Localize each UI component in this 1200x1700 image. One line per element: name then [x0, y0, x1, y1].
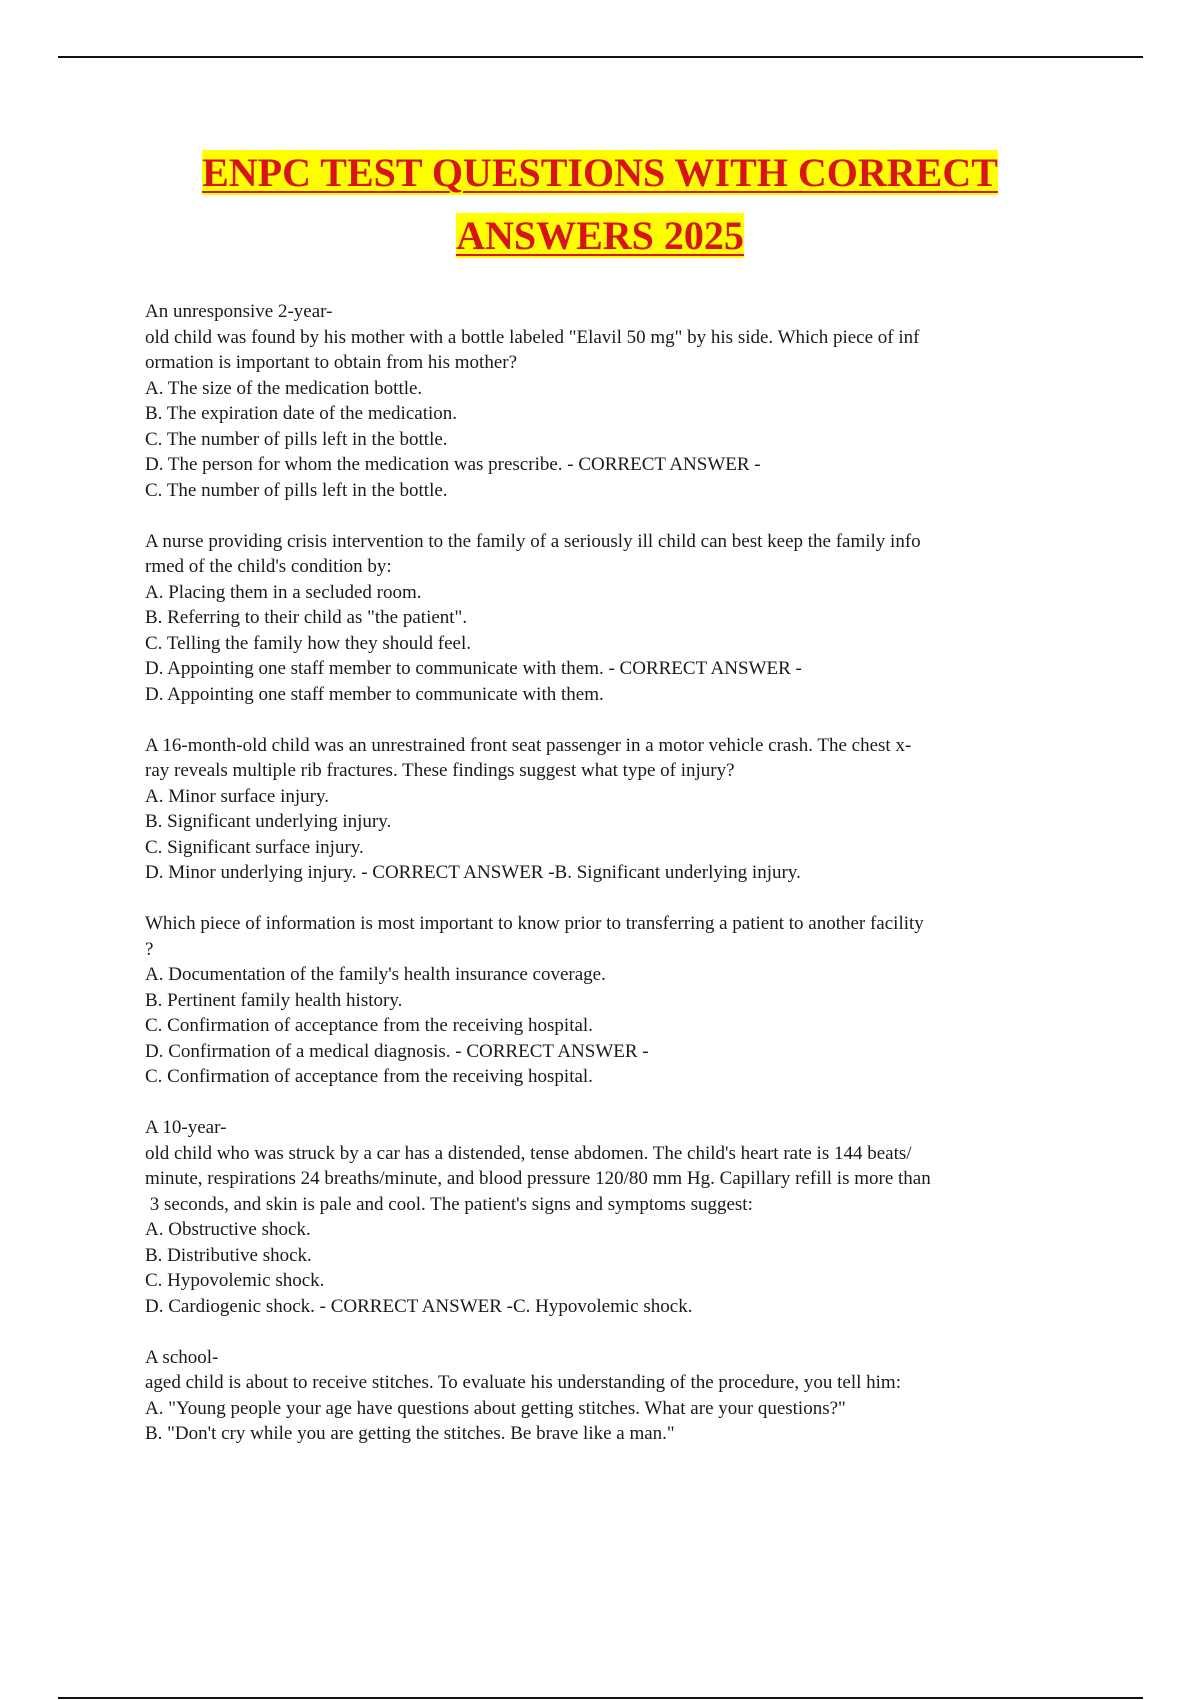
question-line: A nurse providing crisis intervention to the family of a seriously ill child can best keep the family info: [145, 530, 921, 552]
option-line: B. Pertinent family health history.: [145, 989, 403, 1011]
option-line: D. Appointing one staff member to communicate with them. - CORRECT ANSWER -: [145, 658, 802, 679]
option-line: B. Referring to their child as "the patient".: [145, 607, 468, 628]
bottom-rule: [58, 1697, 1143, 1699]
question-block: [145, 733, 1090, 886]
option-line: B. "Don't cry while you are getting the stitches. Be brave like a man.": [145, 1423, 675, 1444]
option-line: C. Confirmation of acceptance from the receiving hospital.: [145, 1015, 593, 1036]
question-line: Which piece of information is most important to know prior to transferring a patient to another facility: [145, 913, 924, 934]
top-rule: [58, 56, 1143, 58]
question-line: A 16-month-old child was an unrestrained front seat passenger in a motor vehicle crash. The chest x-: [145, 734, 912, 756]
question-block: [145, 529, 1090, 708]
option-line: C. Hypovolemic shock.: [145, 1270, 325, 1291]
question-line: ray reveals multiple rib fractures. These findings suggest what type of injury?: [145, 760, 735, 781]
question-line: A 10-year-: [145, 1117, 227, 1138]
answer-line: D. Cardiogenic shock. - CORRECT ANSWER -C. Hypovolemic shock.: [145, 1295, 693, 1317]
title-line: ANSWERS 2025: [456, 213, 744, 258]
answer-line: C. The number of pills left in the bottle.: [145, 479, 448, 501]
option-line: A. "Young people your age have questions about getting stitches. What are your questions?": [145, 1397, 846, 1419]
option-line: A. Documentation of the family's health insurance coverage.: [145, 964, 606, 985]
option-line: B. Distributive shock.: [145, 1244, 312, 1266]
answer-line: D. Appointing one staff member to communicate with them.: [145, 683, 604, 705]
question-line: An unresponsive 2-year-: [145, 301, 333, 322]
question-block: [145, 911, 1090, 1090]
option-line: C. Telling the family how they should feel.: [145, 632, 472, 654]
question-line: minute, respirations 24 breaths/minute, and blood pressure 120/80 mm Hg. Capillary refill is more than: [145, 1168, 931, 1189]
question-block: [145, 299, 1090, 503]
question-line: ormation is important to obtain from his mother?: [145, 352, 518, 373]
document-title: [0, 146, 1200, 272]
option-line: A. The size of the medication bottle.: [145, 377, 423, 399]
answer-line: C. Confirmation of acceptance from the receiving hospital.: [145, 1066, 593, 1087]
question-line: old child was found by his mother with a bottle labeled "Elavil 50 mg" by his side. Which piece of inf: [145, 326, 920, 348]
title-line: ENPC TEST QUESTIONS WITH CORRECT: [202, 150, 998, 195]
option-line: D. The person for whom the medication was prescribe. - CORRECT ANSWER -: [145, 454, 761, 475]
question-line: A school-: [145, 1346, 219, 1368]
question-line: aged child is about to receive stitches. To evaluate his understanding of the procedure, you tell him:: [145, 1372, 901, 1393]
option-line: B. Significant underlying injury.: [145, 811, 392, 832]
question-block: [145, 1345, 1090, 1447]
option-line: A. Placing them in a secluded room.: [145, 581, 422, 603]
option-line: A. Minor surface injury.: [145, 785, 329, 807]
question-line: ?: [145, 938, 154, 960]
question-block: [145, 1115, 1090, 1319]
option-line: C. Significant surface injury.: [145, 836, 364, 858]
option-line: B. The expiration date of the medication.: [145, 403, 457, 424]
option-line: A. Obstructive shock.: [145, 1219, 311, 1240]
question-line: rmed of the child's condition by:: [145, 556, 392, 577]
option-line: D. Confirmation of a medical diagnosis. - CORRECT ANSWER -: [145, 1040, 649, 1062]
question-list: [145, 299, 1090, 1472]
question-line: old child who was struck by a car has a distended, tense abdomen. The child's heart rate is 144 beats/: [145, 1142, 912, 1164]
option-line: C. The number of pills left in the bottle.: [145, 428, 448, 450]
answer-line: D. Minor underlying injury. - CORRECT ANSWER -B. Significant underlying injury.: [145, 862, 801, 883]
question-line: 3 seconds, and skin is pale and cool. The patient's signs and symptoms suggest:: [145, 1193, 753, 1215]
